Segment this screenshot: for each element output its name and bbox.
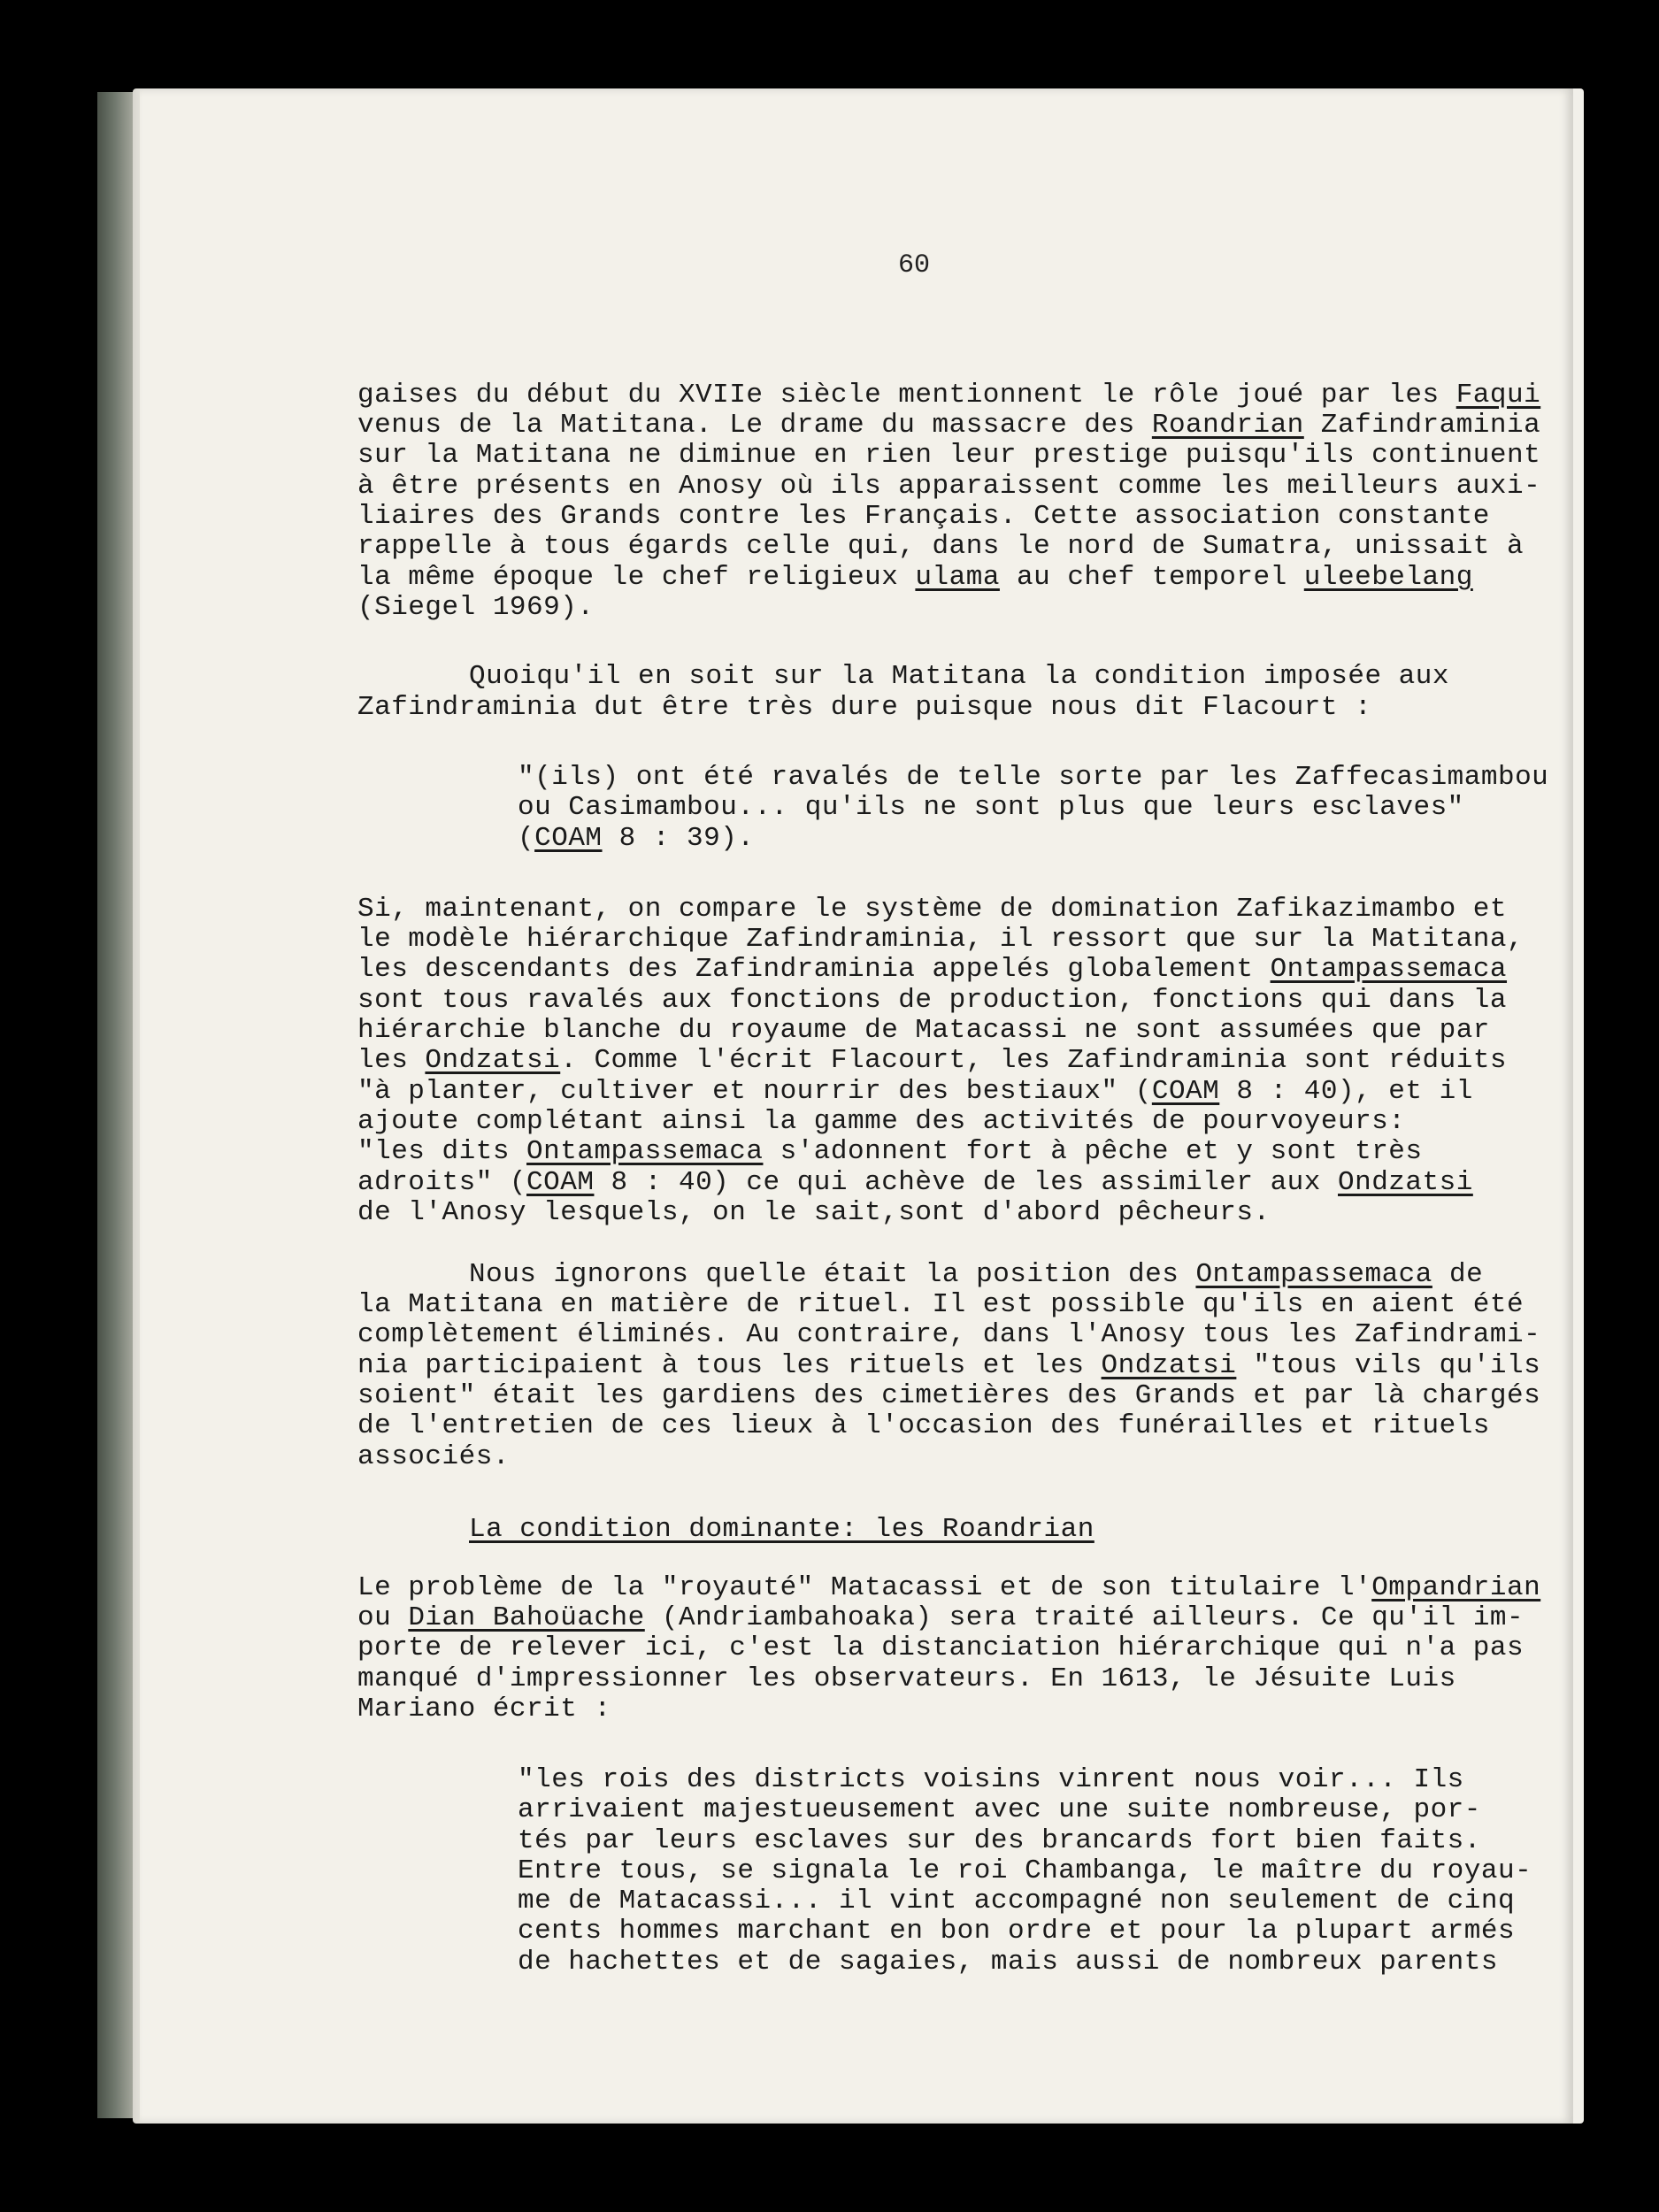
text-line: les descendants des Zafindraminia appelés globalement Ontampassemaca bbox=[357, 954, 1508, 985]
text-line: sur la Matitana ne diminue en rien leur prestige puisqu'ils continuent bbox=[357, 440, 1541, 471]
text-line: cents hommes marchant en bon ordre et pour la plupart armés bbox=[518, 1916, 1516, 1947]
text-line: "à planter, cultiver et nourrir des bestiaux" (COAM 8 : 40), et il bbox=[357, 1076, 1473, 1107]
text-line: Entre tous, se signala le roi Chambanga, le maître du royau- bbox=[518, 1855, 1532, 1886]
text-line: soient" était les gardiens des cimetières des Grands et par là chargés bbox=[357, 1380, 1541, 1411]
text-line: me de Matacassi... il vint accompagné non seulement de cinq bbox=[518, 1886, 1516, 1916]
text-line: adroits" (COAM 8 : 40) ce qui achève de les assimiler aux Ondzatsi bbox=[357, 1167, 1473, 1198]
text-line: Zafindraminia dut être très dure puisque nous dit Flacourt : bbox=[357, 692, 1372, 723]
text-line: "les rois des districts voisins vinrent nous voir... Ils bbox=[518, 1764, 1464, 1795]
text-line: manqué d'impressionner les observateurs. En 1613, le Jésuite Luis bbox=[357, 1663, 1456, 1694]
text-line: de hachettes et de sagaies, mais aussi de nombreux parents bbox=[518, 1947, 1498, 1978]
text-line: Mariano écrit : bbox=[357, 1694, 611, 1724]
text-line: Si, maintenant, on compare le système de domination Zafikazimambo et bbox=[357, 894, 1508, 925]
text-line: sont tous ravalés aux fonctions de production, fonctions qui dans la bbox=[357, 985, 1508, 1016]
text-line: Nous ignorons quelle était la position des Ontampassemaca de bbox=[469, 1259, 1484, 1290]
text-line: (Siegel 1969). bbox=[357, 592, 595, 623]
text-line: associés. bbox=[357, 1441, 510, 1472]
text-line: ajoute complétant ainsi la gamme des activités de pourvoyeurs: bbox=[357, 1106, 1406, 1137]
text-line: tés par leurs esclaves sur des brancards fort bien faits. bbox=[518, 1825, 1481, 1856]
text-line: liaires des Grands contre les Français. Cette association constante bbox=[357, 501, 1490, 532]
text-line: ou Dian Bahoüache (Andriambahoaka) sera traité ailleurs. Ce qu'il im- bbox=[357, 1602, 1525, 1633]
text-line: Quoiqu'il en soit sur la Matitana la condition imposée aux bbox=[469, 661, 1449, 692]
text-line: le modèle hiérarchique Zafindraminia, il ressort que sur la Matitana, bbox=[357, 924, 1525, 955]
text-line: venus de la Matitana. Le drame du massacre des Roandrian Zafindraminia bbox=[357, 410, 1541, 441]
text-line: ou Casimambou... qu'ils ne sont plus que leurs esclaves" bbox=[518, 792, 1464, 823]
text-line: arrivaient majestueusement avec une suite nombreuse, por- bbox=[518, 1794, 1481, 1825]
text-line: complètement éliminés. Au contraire, dans l'Anosy tous les Zafindrami- bbox=[357, 1319, 1541, 1350]
text-line: les Ondzatsi. Comme l'écrit Flacourt, les Zafindraminia sont réduits bbox=[357, 1045, 1508, 1076]
text-line: porte de relever ici, c'est la distanciation hiérarchique qui n'a pas bbox=[357, 1632, 1525, 1663]
text-line: la Matitana en matière de rituel. Il est possible qu'ils en aient été bbox=[357, 1289, 1525, 1320]
section-heading: La condition dominante: les Roandrian bbox=[469, 1514, 1094, 1545]
text-line: nia participaient à tous les rituels et les Ondzatsi "tous vils qu'ils bbox=[357, 1350, 1541, 1381]
text-line: à être présents en Anosy où ils apparaissent comme les meilleurs auxi- bbox=[357, 471, 1541, 502]
text-line: hiérarchie blanche du royaume de Matacassi ne sont assumées que par bbox=[357, 1015, 1490, 1046]
text-line: la même époque le chef religieux ulama au chef temporel uleebelang bbox=[357, 562, 1473, 593]
text-line: "(ils) ont été ravalés de telle sorte par les Zaffecasimambou bbox=[518, 762, 1549, 793]
text-line: gaises du début du XVIIe siècle mentionnent le rôle joué par les Faqui bbox=[357, 380, 1541, 411]
text-line: de l'entretien de ces lieux à l'occasion des funérailles et rituels bbox=[357, 1410, 1490, 1441]
text-line: (COAM 8 : 39). bbox=[518, 823, 755, 854]
text-line: de l'Anosy lesquels, on le sait,sont d'abord pêcheurs. bbox=[357, 1197, 1271, 1228]
text-line: "les dits Ontampassemaca s'adonnent fort à pêche et y sont très bbox=[357, 1136, 1423, 1167]
text-line: Le problème de la "royauté" Matacassi et de son titulaire l'Ompandrian bbox=[357, 1572, 1541, 1603]
page-number: 60 bbox=[898, 250, 931, 280]
text-line: rappelle à tous égards celle qui, dans le nord de Sumatra, unissait à bbox=[357, 531, 1525, 562]
